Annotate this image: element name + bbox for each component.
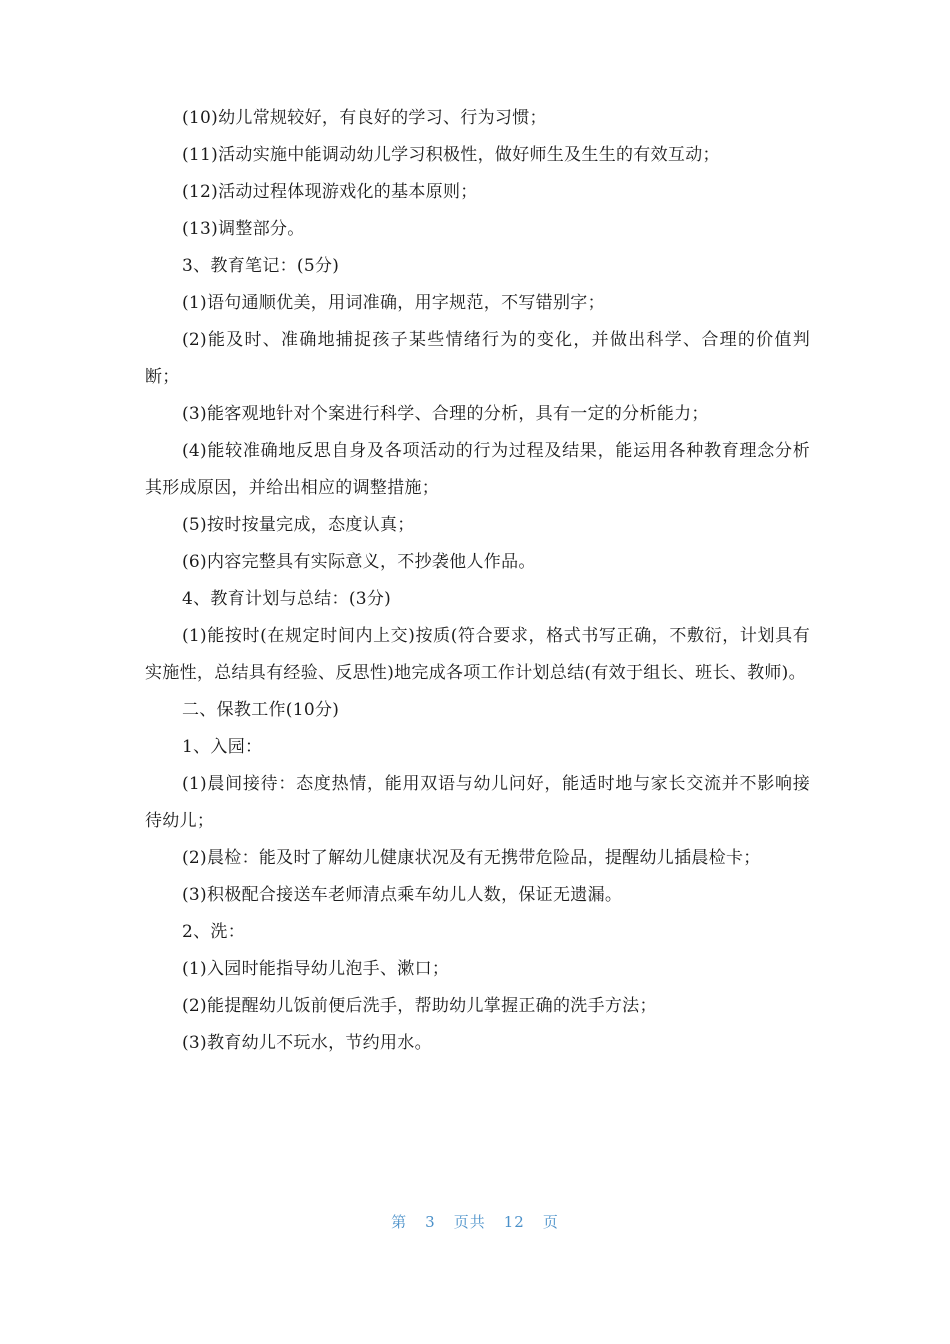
section-heading: 1、入园：	[182, 737, 263, 757]
footer-current-page: 3	[425, 1213, 436, 1231]
paragraph: (12)活动过程体现游戏化的基本原则；	[182, 182, 478, 202]
paragraph: (1)入园时能指导幼儿泡手、漱口；	[182, 959, 450, 979]
paragraph: (5)按时按量完成，态度认真；	[182, 515, 415, 535]
paragraph: (1)晨间接待：态度热情，能用双语与幼儿问好，能适时地与家长交流并不影响接待幼儿；	[145, 774, 810, 831]
paragraph: (3)能客观地针对个案进行科学、合理的分析，具有一定的分析能力；	[182, 404, 709, 424]
document-body	[145, 100, 810, 1062]
paragraph: (10)幼儿常规较好，有良好的学习、行为习惯；	[182, 108, 547, 128]
paragraph: (1)语句通顺优美，用词准确，用字规范，不写错别字；	[182, 293, 605, 313]
page-footer	[0, 1211, 950, 1232]
paragraph: (3)教育幼儿不玩水，节约用水。	[182, 1033, 432, 1053]
section-heading: 二、保教工作(10分)	[182, 700, 340, 720]
footer-label-of: 页共	[453, 1213, 486, 1231]
footer-label-page: 第	[391, 1213, 408, 1231]
paragraph: (13)调整部分。	[182, 219, 305, 239]
section-heading: 4、教育计划与总结：(3分)	[182, 589, 392, 609]
footer-label-end: 页	[542, 1213, 559, 1231]
paragraph: (4)能较准确地反思自身及各项活动的行为过程及结果，能运用各种教育理念分析其形成原因，并给出相应的调整措施；	[145, 441, 810, 498]
paragraph: (11)活动实施中能调动幼儿学习积极性，做好师生及生生的有效互动；	[182, 145, 720, 165]
paragraph: (1)能按时(在规定时间内上交)按质(符合要求，格式书写正确，不敷衍，计划具有实施性，总结具有经验、反思性)地完成各项工作计划总结(有效于组长、班长、教师)。	[145, 626, 810, 683]
paragraph: (2)晨检：能及时了解幼儿健康状况及有无携带危险品，提醒幼儿插晨检卡；	[182, 848, 761, 868]
paragraph: (2)能及时、准确地捕捉孩子某些情绪行为的变化，并做出科学、合理的价值判断；	[145, 330, 810, 387]
footer-total-pages: 12	[503, 1213, 525, 1231]
paragraph: (2)能提醒幼儿饭前便后洗手，帮助幼儿掌握正确的洗手方法；	[182, 996, 657, 1016]
section-heading: 2、洗：	[182, 922, 246, 942]
paragraph: (3)积极配合接送车老师清点乘车幼儿人数，保证无遗漏。	[182, 885, 623, 905]
section-heading: 3、教育笔记：(5分)	[182, 256, 340, 276]
paragraph: (6)内容完整具有实际意义，不抄袭他人作品。	[182, 552, 536, 572]
